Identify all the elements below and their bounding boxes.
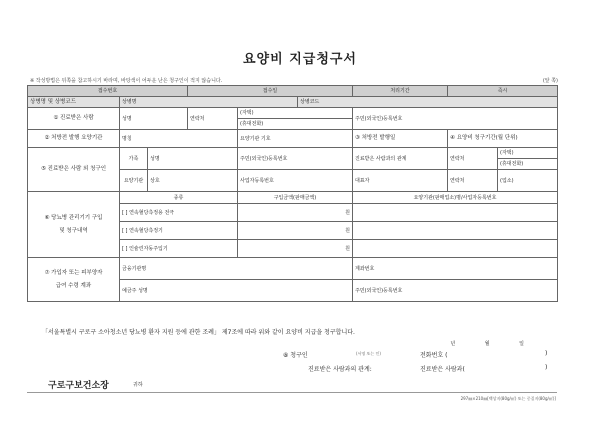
claimant-phone-label[interactable]: 전화번호 (	[420, 352, 448, 359]
disease-code-label: 상병코드	[298, 97, 558, 108]
device-seller-cell[interactable]	[353, 240, 558, 258]
patient-home-phone[interactable]: (자택)	[238, 108, 353, 119]
account-no-label: 계좌번호	[353, 258, 558, 280]
family-mobile-phone[interactable]: (휴대전화)	[498, 159, 558, 170]
device-price-won: 원	[238, 222, 353, 240]
inst-code-label: 요양기관 기호	[238, 130, 353, 148]
bottom-divider	[27, 392, 557, 393]
disease-name-label: 상병명	[120, 97, 298, 108]
account-holder-rrn-label: 주민(외국인)등록번호	[353, 280, 558, 302]
trade-name-label: 상호	[148, 170, 238, 192]
patient-relation-field[interactable]: 진료받은 사람과(	[420, 366, 465, 373]
account-holder-label: 예금주 성명	[120, 280, 353, 302]
device-insulin-pump[interactable]: [ ] 인슐린자동주입기	[120, 240, 238, 258]
receipt-no-label: 접수번호	[28, 86, 188, 97]
patient-mobile-phone[interactable]: (휴대전화)	[238, 119, 353, 130]
claim-period-label: ④ 요양비 청구기간(월 단위)	[448, 130, 558, 148]
patient-name-label: 성명	[120, 108, 188, 130]
bank-name-label: 금융기관명	[120, 258, 353, 280]
device-price-header: 구입금액(판매금액)	[238, 192, 353, 204]
family-rrn-label: 주민(외국인)등록번호	[238, 148, 353, 170]
device-cgm-electrode[interactable]: [ ] 연속혈당측정용 전극	[120, 204, 238, 222]
phone-close-paren: )	[545, 350, 548, 357]
declaration-text: 「서울특별시 구로구 소아청소년 당뇨병 환자 지원 등에 관한 조례」 제7조에 따라 위와 같이 요양비 지급을 청구합니다.	[42, 329, 355, 336]
claim-form-table	[27, 85, 558, 302]
patient-section-label: ① 진료받은 사람	[28, 108, 120, 130]
disease-section-label: 상병명 및 상병코드	[28, 97, 120, 108]
paper-spec: 297㎜×210㎜[백상지(80g/㎡) 또는 중질지(80g/㎡)]	[460, 396, 556, 401]
claimant-label: ⑧ 청구인	[283, 352, 308, 359]
page-side-label: (앞 쪽)	[542, 78, 558, 84]
instruction-note: ※ 작성방법은 뒤쪽을 참고하시기 바라며, 바탕색이 어두운 난은 청구인이 적지 않습니다.	[30, 78, 223, 84]
family-label: 가족	[120, 148, 148, 170]
rep-label: 대표자	[353, 170, 448, 192]
device-cgm[interactable]: [ ] 연속혈당측정기	[120, 222, 238, 240]
patient-rrn-label: 주민(외국인)등록번호	[353, 108, 558, 130]
biz-no-label: 사업자등록번호	[238, 170, 353, 192]
claim-date: 년 월 일	[450, 341, 538, 347]
patient-contact-label: 연락처	[188, 108, 238, 130]
family-name-label: 성명	[148, 148, 238, 170]
device-seller-cell[interactable]	[353, 222, 558, 240]
family-contact-label: 연락처	[448, 148, 498, 170]
receipt-date-label: 접수일	[188, 86, 353, 97]
relation-close-paren: )	[545, 364, 548, 371]
device-section-label: ⑥ 당뇨병 관리기기 구입 및 청구내역	[28, 192, 120, 258]
signature-hint[interactable]: (서명 또는 인)	[356, 351, 381, 356]
document-title: 요양비 지급청구서	[243, 52, 357, 67]
family-home-phone[interactable]: (자택)	[498, 148, 558, 159]
family-relation-label: 진료받은 사람과의 관계	[353, 148, 448, 170]
processing-immediate: 즉시	[448, 86, 558, 97]
device-kind-header: 종류	[120, 192, 238, 204]
processing-period-label: 처리기간	[353, 86, 448, 97]
inst-name-label: 명칭	[120, 130, 238, 148]
account-section-label: ⑦ 가입자 또는 피부양자 급여 수령 계좌	[28, 258, 120, 302]
claimant-section-label: ⑤ 진료받은 사람 외 청구인	[28, 148, 120, 192]
prescribing-inst-section-label: ② 처방전 발행 요양기관	[28, 130, 120, 148]
store-contact-label: 연락처	[448, 170, 498, 192]
relation-label: 진료받은 사람과의 관계:	[308, 366, 372, 373]
care-inst-label: 요양기관	[120, 170, 148, 192]
prescription-date-label: ③ 처방전 발행일	[353, 130, 448, 148]
addressee: 구로구보건소장	[48, 381, 109, 391]
device-seller-cell[interactable]	[353, 204, 558, 222]
store-phone[interactable]: (업소)	[498, 170, 558, 192]
addressee-suffix: 귀하	[133, 382, 143, 388]
device-seller-header: 요양기관(판매업소)명/사업자등록번호	[353, 192, 558, 204]
device-price-won: 원	[238, 240, 353, 258]
device-price-won: 원	[238, 204, 353, 222]
